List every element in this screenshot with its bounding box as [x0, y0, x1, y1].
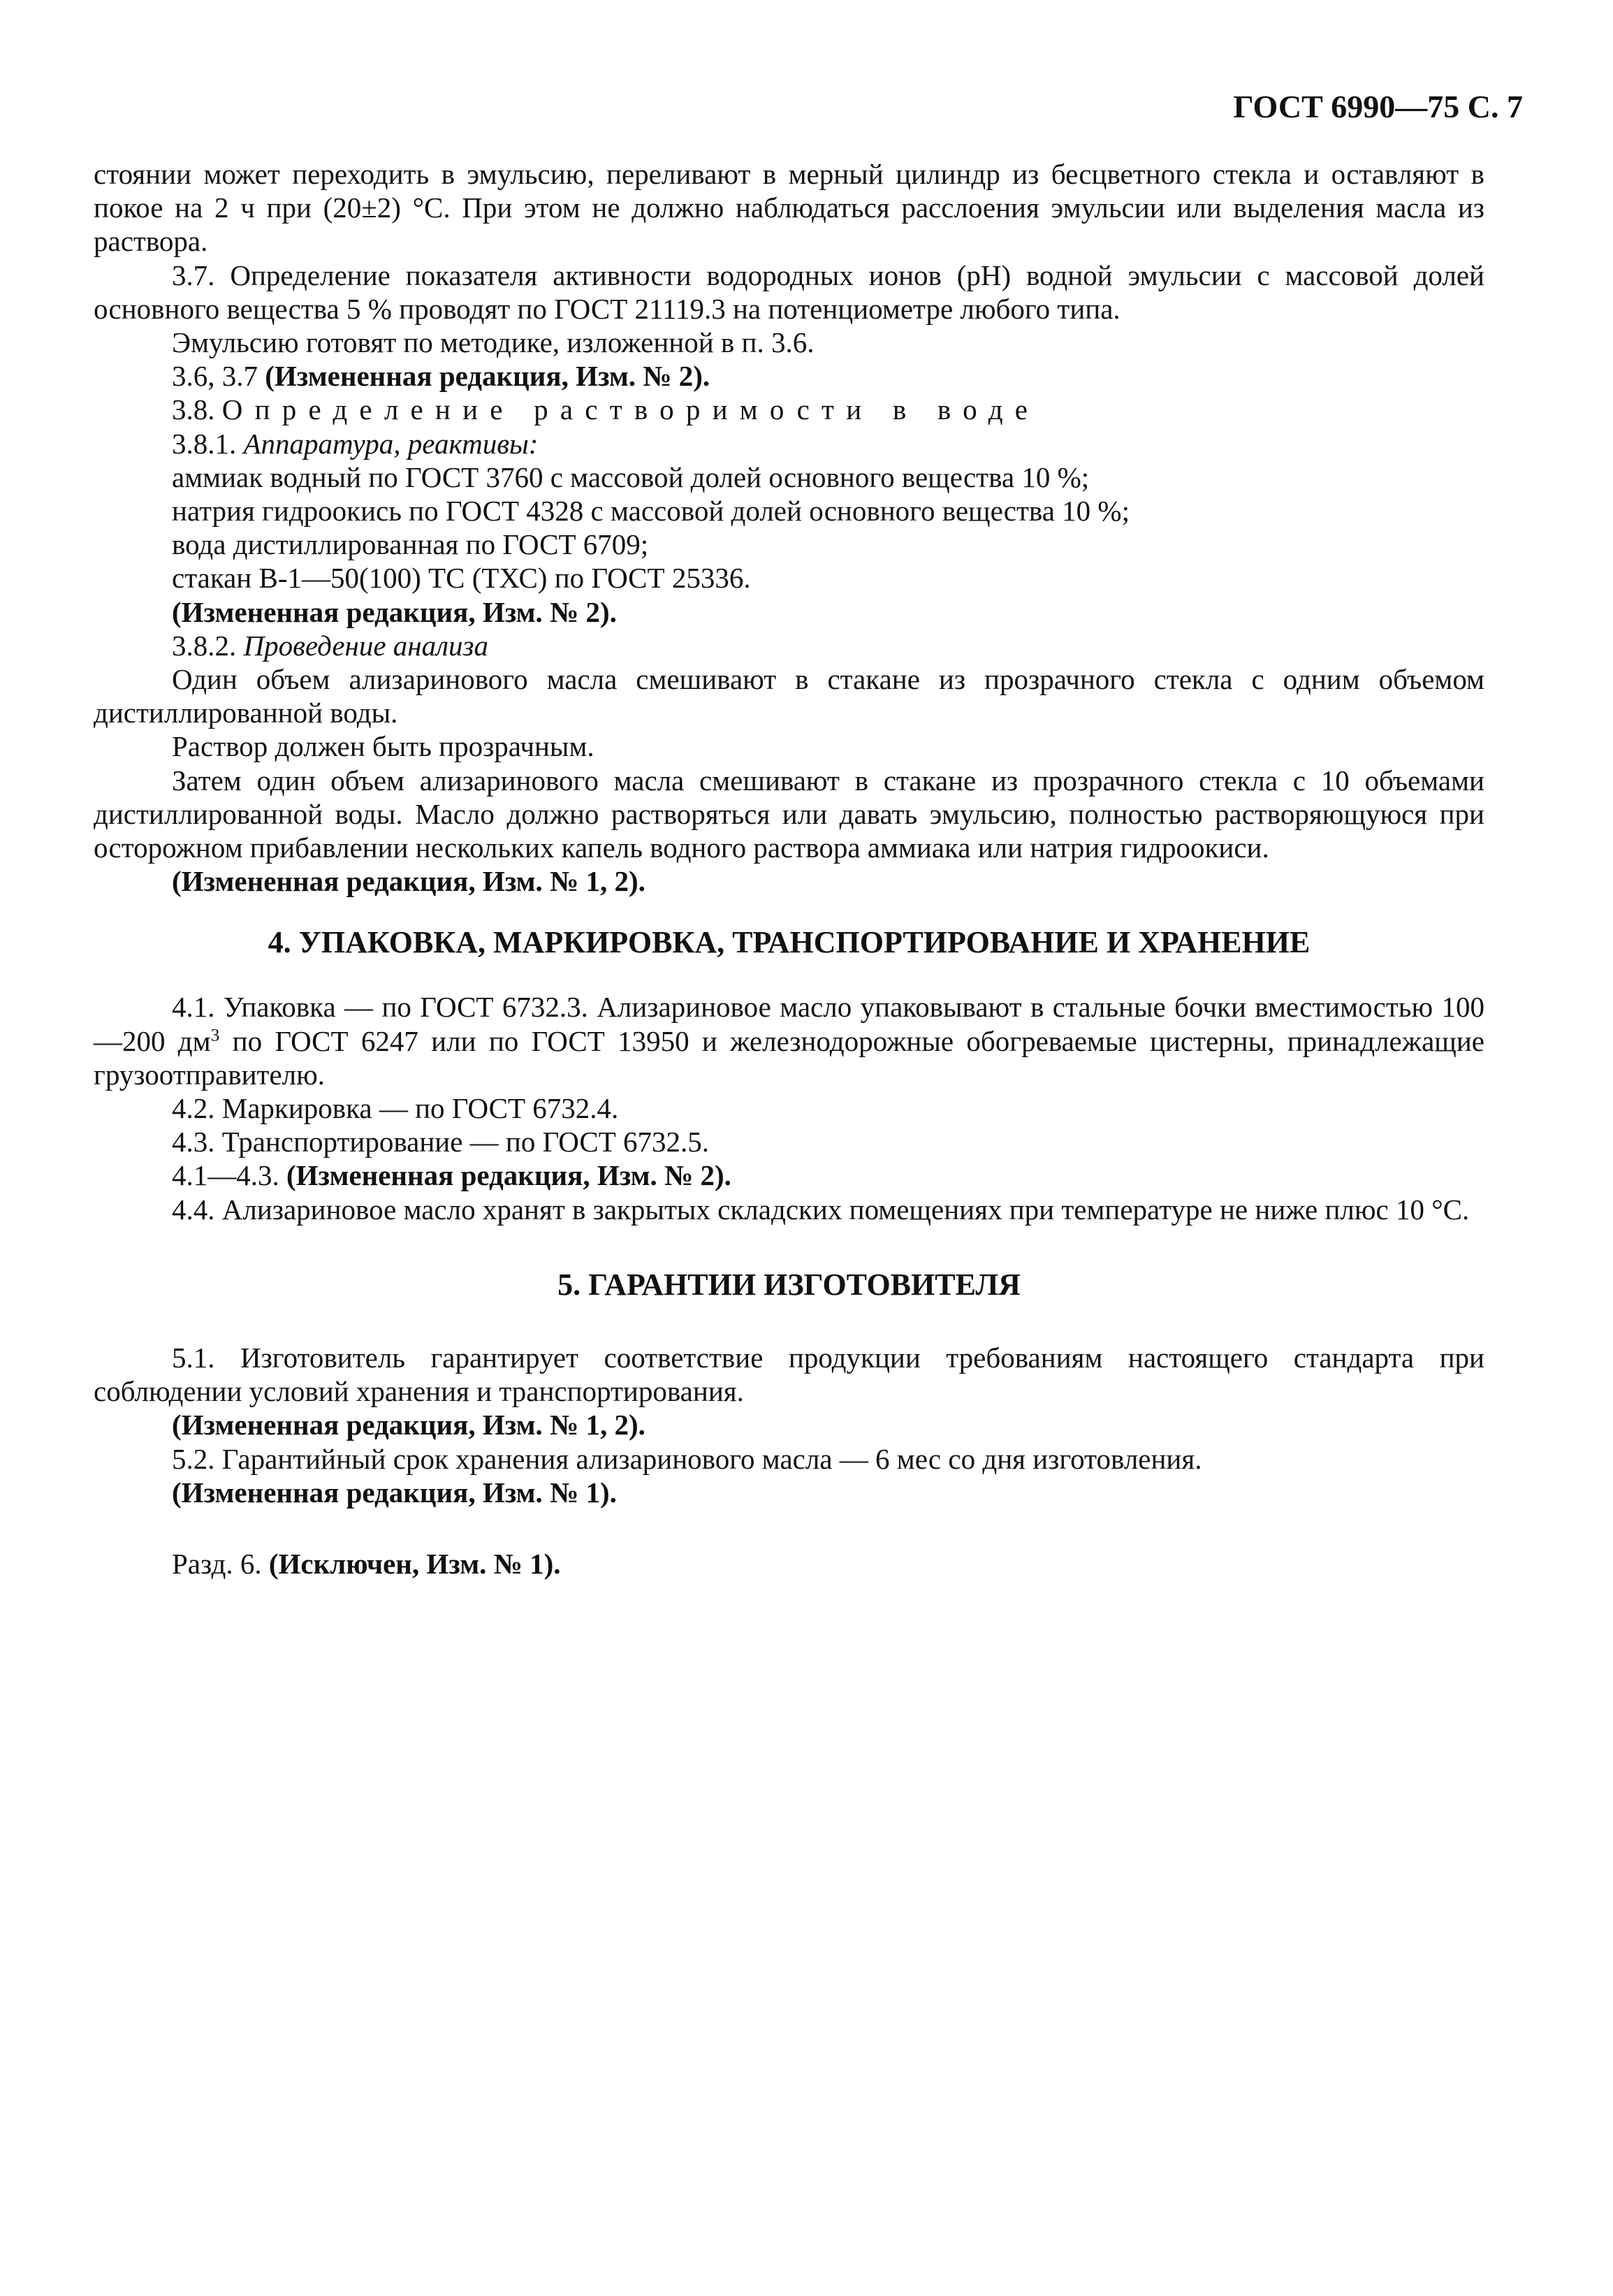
amendment-ref: 3.6, 3.7 — [172, 360, 258, 393]
paragraph-analysis-3: Затем один объем ализаринового масла смешивают в стакане из прозрачного стекла с 10 объемами дистиллированной воды. Масло должно растворяться или давать эмульсию, полностью растворяющуюся при осторожном прибавлении нескольких капель водного раствора аммиака или натрия гидроокиси. — [94, 764, 1484, 864]
paragraph-analysis-2: Раствор должен быть прозрачным. — [172, 730, 594, 763]
paragraph-4-1-text-cont: по ГОСТ 6247 или по ГОСТ 13950 и железнодорожные обогреваемые цистерны, принадлежащие грузоотправителю. — [94, 1024, 1484, 1091]
section-spaced-title: Определение растворимости в воде — [221, 393, 1040, 426]
amendment-note-5-2: (Измененная редакция, Изм. № 1). — [172, 1476, 617, 1509]
amendment-ref: 4.1—4.3. — [172, 1159, 279, 1192]
amendment-note-3-8-1: (Измененная редакция, Изм. № 2). — [172, 595, 617, 628]
paragraph-4-1 — [94, 990, 1484, 1091]
subsection-number: 3.8.1. — [172, 427, 237, 460]
paragraph-emulsion-method: Эмульсию готовят по методике, изложенной в п. 3.6. — [172, 326, 815, 359]
section-number: 3.8. — [172, 393, 215, 426]
amendment-text: (Измененная редакция, Изм. № 2). — [286, 1159, 731, 1192]
section-ref: Разд. 6. — [172, 1547, 262, 1580]
reagent-distilled-water: вода дистиллированная по ГОСТ 6709; — [172, 528, 649, 561]
subsection-italic-title: Аппаратура, реактивы: — [243, 427, 539, 460]
amendment-note-3-8-2: (Измененная редакция, Изм. № 1, 2). — [172, 865, 645, 898]
superscript-3: 3 — [210, 1025, 220, 1045]
paragraph-5-1: 5.1. Изготовитель гарантирует соответствие продукции требованиям настоящего стандарта при соблюдении условий хранения и транспортирования. — [94, 1341, 1484, 1408]
amendment-text: (Измененная редакция, Изм. № 2). — [265, 360, 710, 393]
page-header: ГОСТ 6990—75 С. 7 — [1233, 89, 1523, 124]
section-5-heading: 5. ГАРАНТИИ ИЗГОТОВИТЕЛЯ — [557, 1267, 1021, 1302]
amendment-note-4-1-4-3 — [94, 1158, 1484, 1192]
subsection-3-8-2 — [94, 629, 1484, 662]
section-3-8-title — [94, 393, 1484, 426]
paragraph-4-4: 4.4. Ализариновое масло хранят в закрытых складских помещениях при температуре не ниже плюс 10 °С. — [172, 1193, 1470, 1226]
paragraph-4-3: 4.3. Транспортирование — по ГОСТ 6732.5. — [172, 1126, 710, 1158]
subsection-3-8-1 — [94, 427, 1484, 460]
excluded-note: (Исключен, Изм. № 1). — [268, 1547, 561, 1580]
reagent-ammonia: аммиак водный по ГОСТ 3760 с массовой долей основного вещества 10 %; — [172, 460, 1090, 493]
document-body — [94, 157, 1484, 1581]
amendment-note-3-6-3-7 — [94, 359, 1484, 393]
subsection-number: 3.8.2. — [172, 629, 237, 662]
subsection-italic-title: Проведение анализа — [243, 629, 489, 662]
apparatus-beaker: стакан В-1—50(100) ТС (ТХС) по ГОСТ 25336. — [172, 562, 751, 595]
reagent-sodium-hydroxide: натрия гидроокись по ГОСТ 4328 с массовой долей основного вещества 10 %; — [172, 495, 1130, 528]
paragraph-5-2: 5.2. Гарантийный срок хранения ализаринового масла — 6 мес со дня изготовления. — [172, 1442, 1202, 1475]
section-6-excluded — [94, 1547, 1484, 1581]
paragraph-4-1-text: 4.1. Упаковка — по ГОСТ 6732.3. Ализариновое масло упаковывают в стальные бочки вместимостью 100—200 дм — [94, 991, 1484, 1057]
paragraph-3-7: 3.7. Определение показателя активности водородных ионов (pH) водной эмульсии с массовой долей основного вещества 5 % проводят по ГОСТ 21119.3 на потенциометре любого типа. — [94, 259, 1484, 325]
amendment-note-5-1: (Измененная редакция, Изм. № 1, 2). — [172, 1409, 645, 1441]
paragraph-4-2: 4.2. Маркировка — по ГОСТ 6732.4. — [172, 1092, 619, 1125]
paragraph-analysis-1: Один объем ализаринового масла смешивают в стакане из прозрачного стекла с одним объемом дистиллированной воды. — [94, 663, 1484, 729]
section-4-heading: 4. УПАКОВКА, МАРКИРОВКА, ТРАНСПОРТИРОВАНИЕ И ХРАНЕНИЕ — [268, 925, 1311, 960]
paragraph-3-6-continuation: стоянии может переходить в эмульсию, переливают в мерный цилиндр из бесцветного стекла и оставляют в покое на 2 ч при (20±2) °С. При этом не должно наблюдаться расслоения эмульсии или выделения масла из раствора. — [94, 158, 1484, 258]
